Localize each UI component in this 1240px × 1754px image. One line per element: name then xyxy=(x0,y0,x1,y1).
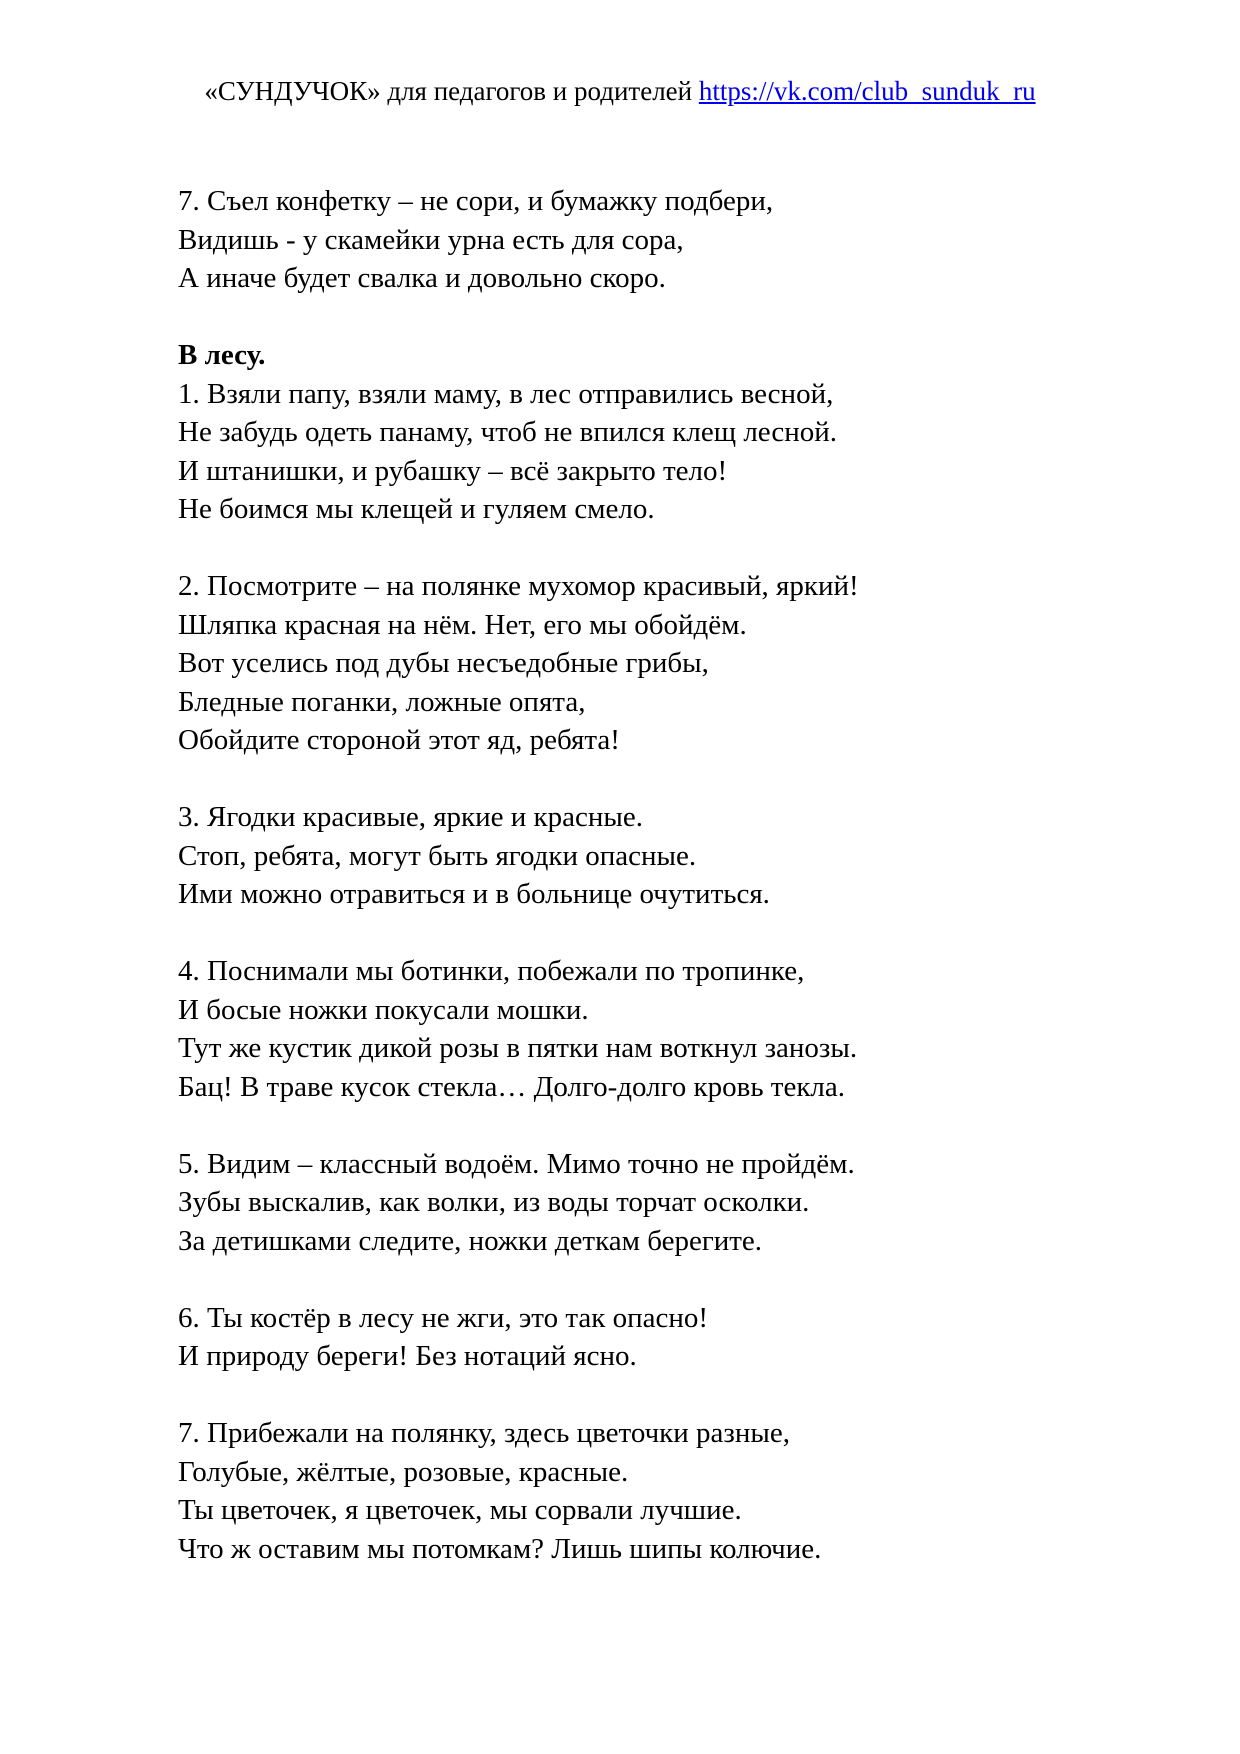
verse-line: Голубые, жёлтые, розовые, красные. xyxy=(178,1455,629,1488)
verse-line: 7. Съел конфетку – не сори, и бумажку подбери, xyxy=(178,185,774,217)
verse-line: Видишь - у скамейки урна есть для сора, xyxy=(178,223,684,256)
verse-6 xyxy=(178,1299,1178,1376)
verse-line: 4. Поснимали мы ботинки, побежали по тропинке, xyxy=(178,955,805,987)
verse-line: За детишками следите, ножки деткам берегите. xyxy=(178,1224,763,1257)
verse-1 xyxy=(178,375,1178,529)
verse-line: Тут же кустик дикой розы в пятки нам воткнул занозы. xyxy=(178,1032,858,1064)
verse-line: Обойдите стороной этот яд, ребята! xyxy=(178,724,620,756)
verse-line: 5. Видим – классный водоём. Мимо точно не пройдём. xyxy=(178,1147,855,1180)
verse-line: 7. Прибежали на полянку, здесь цветочки разные, xyxy=(178,1417,790,1449)
verse-line: 6. Ты костёр в лесу не жги, это так опасно! xyxy=(178,1301,709,1334)
document-body xyxy=(178,182,1178,1568)
spacer xyxy=(178,529,1178,568)
verse-line: Что ж оставим мы потомкам? Лишь шипы колючие. xyxy=(178,1532,822,1565)
verse-line: Бац! В траве кусок стекла… Долго-долго кровь текла. xyxy=(178,1070,846,1103)
verse-3 xyxy=(178,798,1178,914)
verse-line: Вот уселись под дубы несъедобные грибы, xyxy=(178,647,709,679)
verse-4 xyxy=(178,952,1178,1106)
verse-line: 3. Ягодки красивые, яркие и красные. xyxy=(178,801,643,833)
spacer xyxy=(178,1376,1178,1415)
verse-line: Ими можно отравиться и в больнице очутиться. xyxy=(178,878,770,910)
verse-line: А иначе будет свалка и довольно скоро. xyxy=(178,262,666,294)
spacer xyxy=(178,914,1178,953)
verse-5 xyxy=(178,1145,1178,1261)
spacer xyxy=(178,1106,1178,1145)
header-text: «СУНДУЧОК» для педагогов и родителей xyxy=(204,76,693,106)
verse-line: Зубы выскалив, как волки, из воды торчат осколки. xyxy=(178,1186,810,1218)
verse-line: Стоп, ребята, могут быть ягодки опасные. xyxy=(178,839,697,872)
verse-7-previous xyxy=(178,182,1178,298)
verse-line: И природу береги! Без нотаций ясно. xyxy=(178,1340,637,1372)
header-link[interactable]: https://vk.com/club_sunduk_ru xyxy=(698,76,1036,106)
verse-line: Шляпка красная на нём. Нет, его мы обойдём. xyxy=(178,608,747,641)
spacer xyxy=(178,298,1178,337)
verse-line: Ты цветочек, я цветочек, мы сорвали лучшие. xyxy=(178,1494,742,1526)
verse-line: Бледные поганки, ложные опята, xyxy=(178,685,586,718)
section-title: В лесу. xyxy=(178,339,266,371)
page-header xyxy=(0,74,1240,108)
verse-line: Не забудь одеть панаму, чтоб не впился клещ лесной. xyxy=(178,416,838,448)
verse-2 xyxy=(178,567,1178,760)
verse-line: Не боимся мы клещей и гуляем смело. xyxy=(178,493,655,525)
spacer xyxy=(178,760,1178,799)
verse-line: 1. Взяли папу, взяли маму, в лес отправились весной, xyxy=(178,377,834,410)
verse-line: 2. Посмотрите – на полянке мухомор красивый, яркий! xyxy=(178,570,859,602)
spacer xyxy=(178,1260,1178,1299)
verse-line: И босые ножки покусали мошки. xyxy=(178,993,589,1026)
verse-line: И штанишки, и рубашку – всё закрыто тело! xyxy=(178,454,728,487)
verse-7 xyxy=(178,1414,1178,1568)
